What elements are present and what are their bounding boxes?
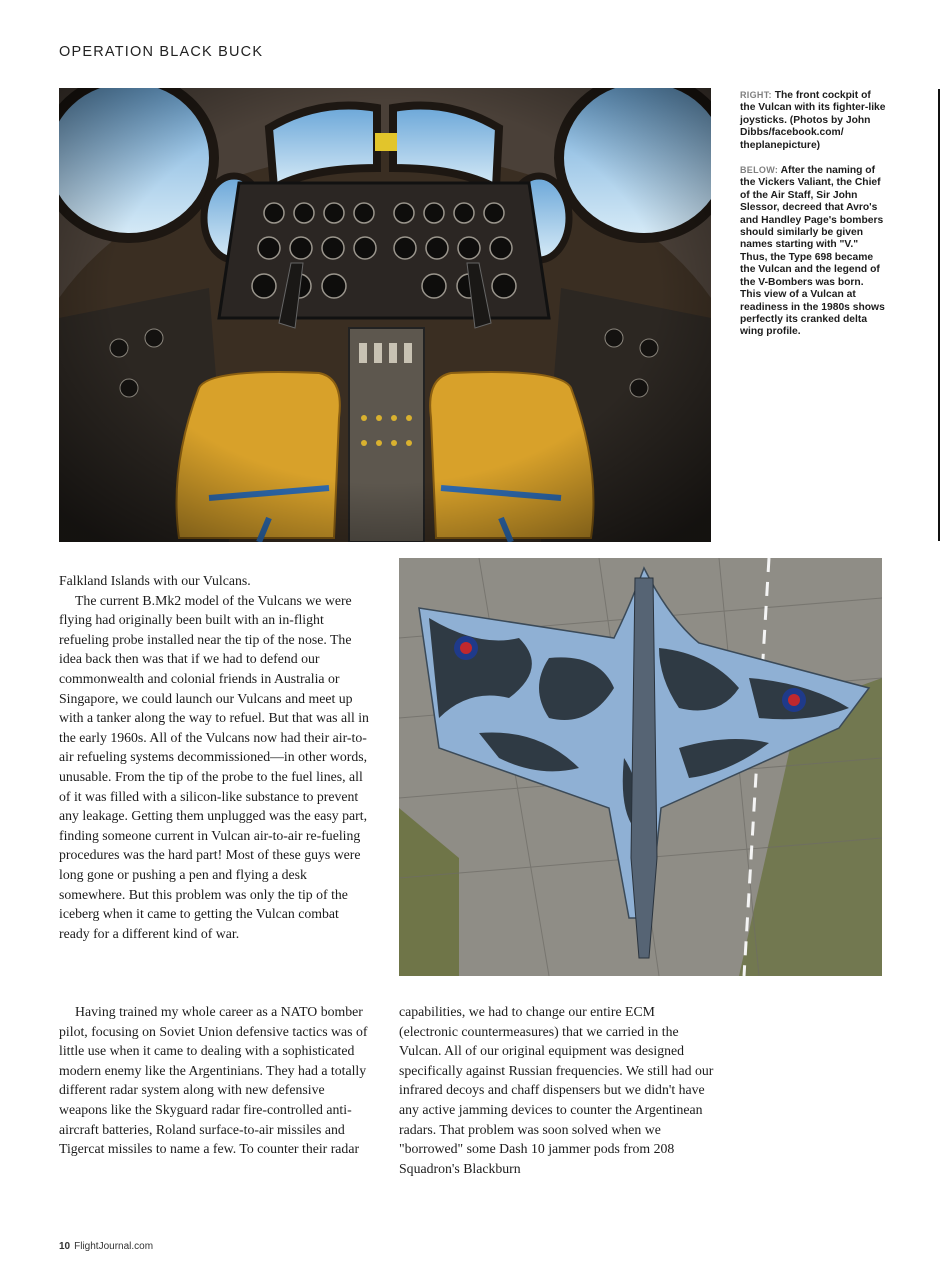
photo-captions: [740, 89, 886, 351]
page-edge-rule: [938, 89, 940, 541]
cockpit-photo: [59, 88, 711, 542]
vulcan-fuselage: [631, 578, 657, 958]
caption-right-text: The front cockpit of the Vulcan with its fighter-like joysticks. (Photos by John Dibbs/facebook.com/ theplanepicture): [740, 90, 886, 151]
caption-below-label: BELOW:: [740, 165, 779, 176]
article-column-2: [399, 1002, 717, 1178]
article-paragraph-4: capabilities, we had to change our entire ECM (electronic countermeasures) that we carried in the Vulcan. All of our original equipment was designed specifically against Russian frequencies. We still had our infrared decoys and chaff dispensers but we didn't have any active jamming devices to counter the Argentinean radars. That problem was soon solved when we "borrowed" some Dash 10 jammer pods from 208 Squadron's Blackburn: [399, 1004, 714, 1176]
roundel-right: [782, 688, 806, 712]
roundel-left: [454, 636, 478, 660]
page-number: 10: [59, 1241, 71, 1252]
vulcan-illustration: [399, 558, 882, 976]
vulcan-aerial-photo: [399, 558, 882, 976]
article-column-1-bottom: [59, 1002, 371, 1159]
article-paragraph-2: The current B.Mk2 model of the Vulcans we were flying had originally been built with an in-flight refueling probe installed near the tip of the nose. The idea back then was that if we had to defend our commonwealth and colonial friends in Australia or Singapore, we could launch our Vulcans and meet up with a tanker along the way to refuel. But that was all in the early 1960s. All of the Vulcans now had their air-to-air refueling systems decommissioned—in other words, unusable. From the tip of the probe to the fuel lines, all of it was filled with a silicon-like substance to prevent any leakage. Getting them unplugged was the easy part, finding someone current in Vulcan air-to-air re-fueling procedures was the hard part! Most of these guys were long gone or pushing a pen and flying a desk somewhere. But this problem was only the tip of the iceberg when it came to getting the Vulcan combat ready for a different kind of war.: [59, 592, 369, 941]
caption-below: [740, 164, 886, 339]
cockpit-illustration: [59, 88, 711, 542]
section-header: OPERATION BLACK BUCK: [59, 44, 264, 60]
caption-right: [740, 89, 886, 152]
caption-below-text: After the naming of the Vickers Valiant, the Chief of the Air Staff, Sir John Slessor, decreed that Avro's and Handley Page's bombers should similarly be given names starting with "V." Thus, the Type 698 became the Vulcan and the legend of the V-Bombers was born. This view of a Vulcan at readiness in the 1980s shows perfectly its cranked delta wing profile.: [740, 165, 885, 338]
article-column-1-top: [59, 571, 371, 943]
article-paragraph-1: Falkland Islands with our Vulcans.: [59, 573, 251, 588]
caption-right-label: RIGHT:: [740, 90, 772, 100]
page-footer: [59, 1241, 153, 1252]
publication-url: FlightJournal.com: [74, 1241, 154, 1252]
article-paragraph-3: Having trained my whole career as a NATO bomber pilot, focusing on Soviet Union defensive tactics was of little use when it came to dealing with a sophisticated modern enemy like the Argentinians. They had a totally different radar system along with new defensive weapons like the Skyguard radar fire-controlled anti-aircraft batteries, Roland surface-to-air missiles and Tigercat missiles to name a few. To counter their radar: [59, 1004, 368, 1157]
